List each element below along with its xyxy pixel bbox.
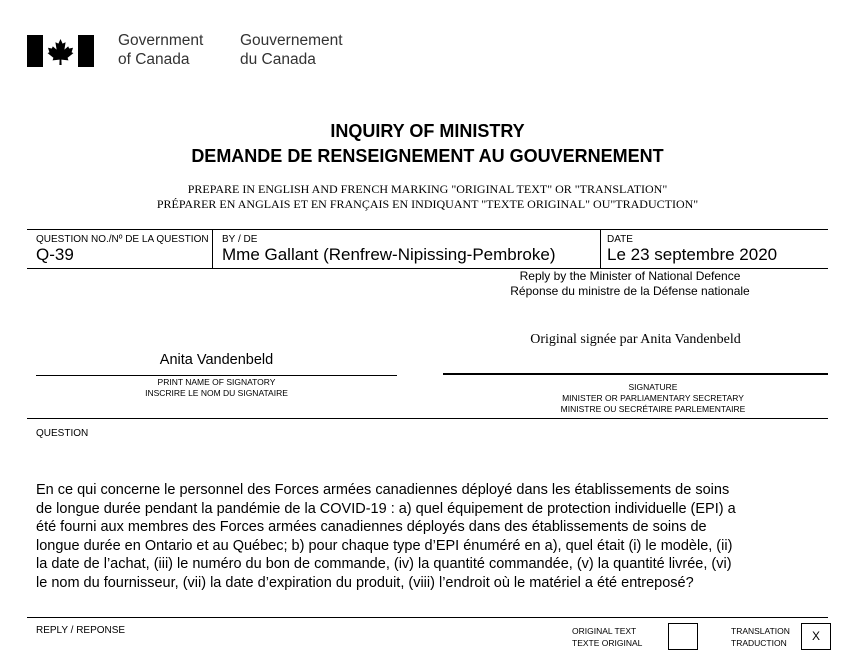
translation-label bbox=[731, 625, 790, 649]
question-line: longue durée en Ontario et au Québec; b) pour chaque type d’EPI énuméré en a), quel était (i) le modèle, (ii) bbox=[36, 537, 733, 554]
document-title-fr: DEMANDE DE RENSEIGNEMENT AU GOUVERNEMENT bbox=[191, 146, 664, 166]
question-no-value: Q-39 bbox=[36, 245, 74, 264]
signature-label: SIGNATURE bbox=[628, 382, 678, 392]
question-line: le nom du fournisseur, (vii) la date d’expiration du produit, (viii) l’endroit où le matériel a été entreposé? bbox=[36, 574, 694, 591]
reply-label: REPLY / REPONSE bbox=[36, 625, 126, 636]
print-name-label-fr: INSCRIRE LE NOM DU SIGNATAIRE bbox=[145, 388, 288, 398]
by-label: BY / DE bbox=[222, 234, 258, 245]
original-text-label bbox=[572, 625, 642, 649]
translation-checkbox[interactable]: X bbox=[801, 623, 831, 650]
wordmark-fr-line2: du Canada bbox=[240, 51, 316, 68]
wordmark-fr-line1: Gouvernement bbox=[240, 32, 343, 49]
instructions-fr: PRÉPARER EN ANGLAIS ET EN FRANÇAIS EN INDIQUANT "TEXTE ORIGINAL" OU"TRADUCTION" bbox=[156, 197, 699, 211]
question-no-label: QUESTION NO./Nº DE LA QUESTION bbox=[36, 234, 209, 245]
signature-line bbox=[443, 373, 828, 375]
print-name-label-en: PRINT NAME OF SIGNATORY bbox=[157, 377, 276, 387]
signatory-name-line bbox=[36, 375, 397, 376]
original-text-checkbox[interactable] bbox=[668, 623, 698, 650]
signatory-name: Anita Vandenbeld bbox=[159, 352, 274, 368]
date-label: DATE bbox=[607, 234, 633, 245]
question-text bbox=[36, 481, 826, 593]
question-line: la date de l’achat, (iii) le numéro du bon de commande, (iv) la quantité commandée, (v) la quantité livrée, (vi) bbox=[36, 556, 732, 573]
divider bbox=[212, 229, 213, 268]
wordmark-en-line2: of Canada bbox=[118, 51, 190, 68]
divider bbox=[600, 229, 601, 268]
question-label: QUESTION bbox=[36, 428, 89, 439]
question-line: été fourni aux membres des Forces armées canadiennes déployés dans des établissements de soins de bbox=[36, 519, 707, 536]
signature-sub-en: MINISTER OR PARLIAMENTARY SECRETARY bbox=[562, 393, 744, 403]
original-text-en: ORIGINAL TEXT bbox=[572, 626, 637, 636]
translation-en: TRANSLATION bbox=[731, 626, 790, 636]
reply-by-en: Reply by the Minister of National Defence bbox=[519, 269, 741, 283]
original-text-fr: TEXTE ORIGINAL bbox=[572, 638, 643, 648]
divider bbox=[27, 418, 828, 419]
instructions-en: PREPARE IN ENGLISH AND FRENCH MARKING "ORIGINAL TEXT" OR "TRANSLATION" bbox=[187, 182, 668, 196]
translation-fr: TRADUCTION bbox=[731, 638, 787, 648]
signature-text: Original signée par Anita Vandenbeld bbox=[530, 332, 741, 347]
by-value: Mme Gallant (Renfrew-Nipissing-Pembroke) bbox=[222, 245, 556, 264]
reply-by-fr: Réponse du ministre de la Défense nationale bbox=[510, 284, 750, 298]
question-line: de longue durée pendant la pandémie de la COVID-19 : a) quel équipement de protection individuelle (EPI) a bbox=[36, 500, 736, 517]
signature-sub-fr: MINISTRE OU SECRÉTAIRE PARLEMENTAIRE bbox=[560, 404, 746, 414]
gouvernement-du-canada-wordmark bbox=[240, 31, 343, 69]
date-value: Le 23 septembre 2020 bbox=[607, 245, 778, 264]
divider bbox=[27, 229, 828, 230]
document-title: INQUIRY OF MINISTRY bbox=[330, 121, 525, 141]
question-line: En ce qui concerne le personnel des Forces armées canadiennes déployé dans les établissements de soins bbox=[36, 482, 730, 498]
divider bbox=[27, 617, 828, 618]
government-of-canada-wordmark bbox=[118, 31, 203, 69]
wordmark-en-line1: Government bbox=[118, 32, 204, 49]
canada-flag-icon bbox=[27, 35, 94, 67]
